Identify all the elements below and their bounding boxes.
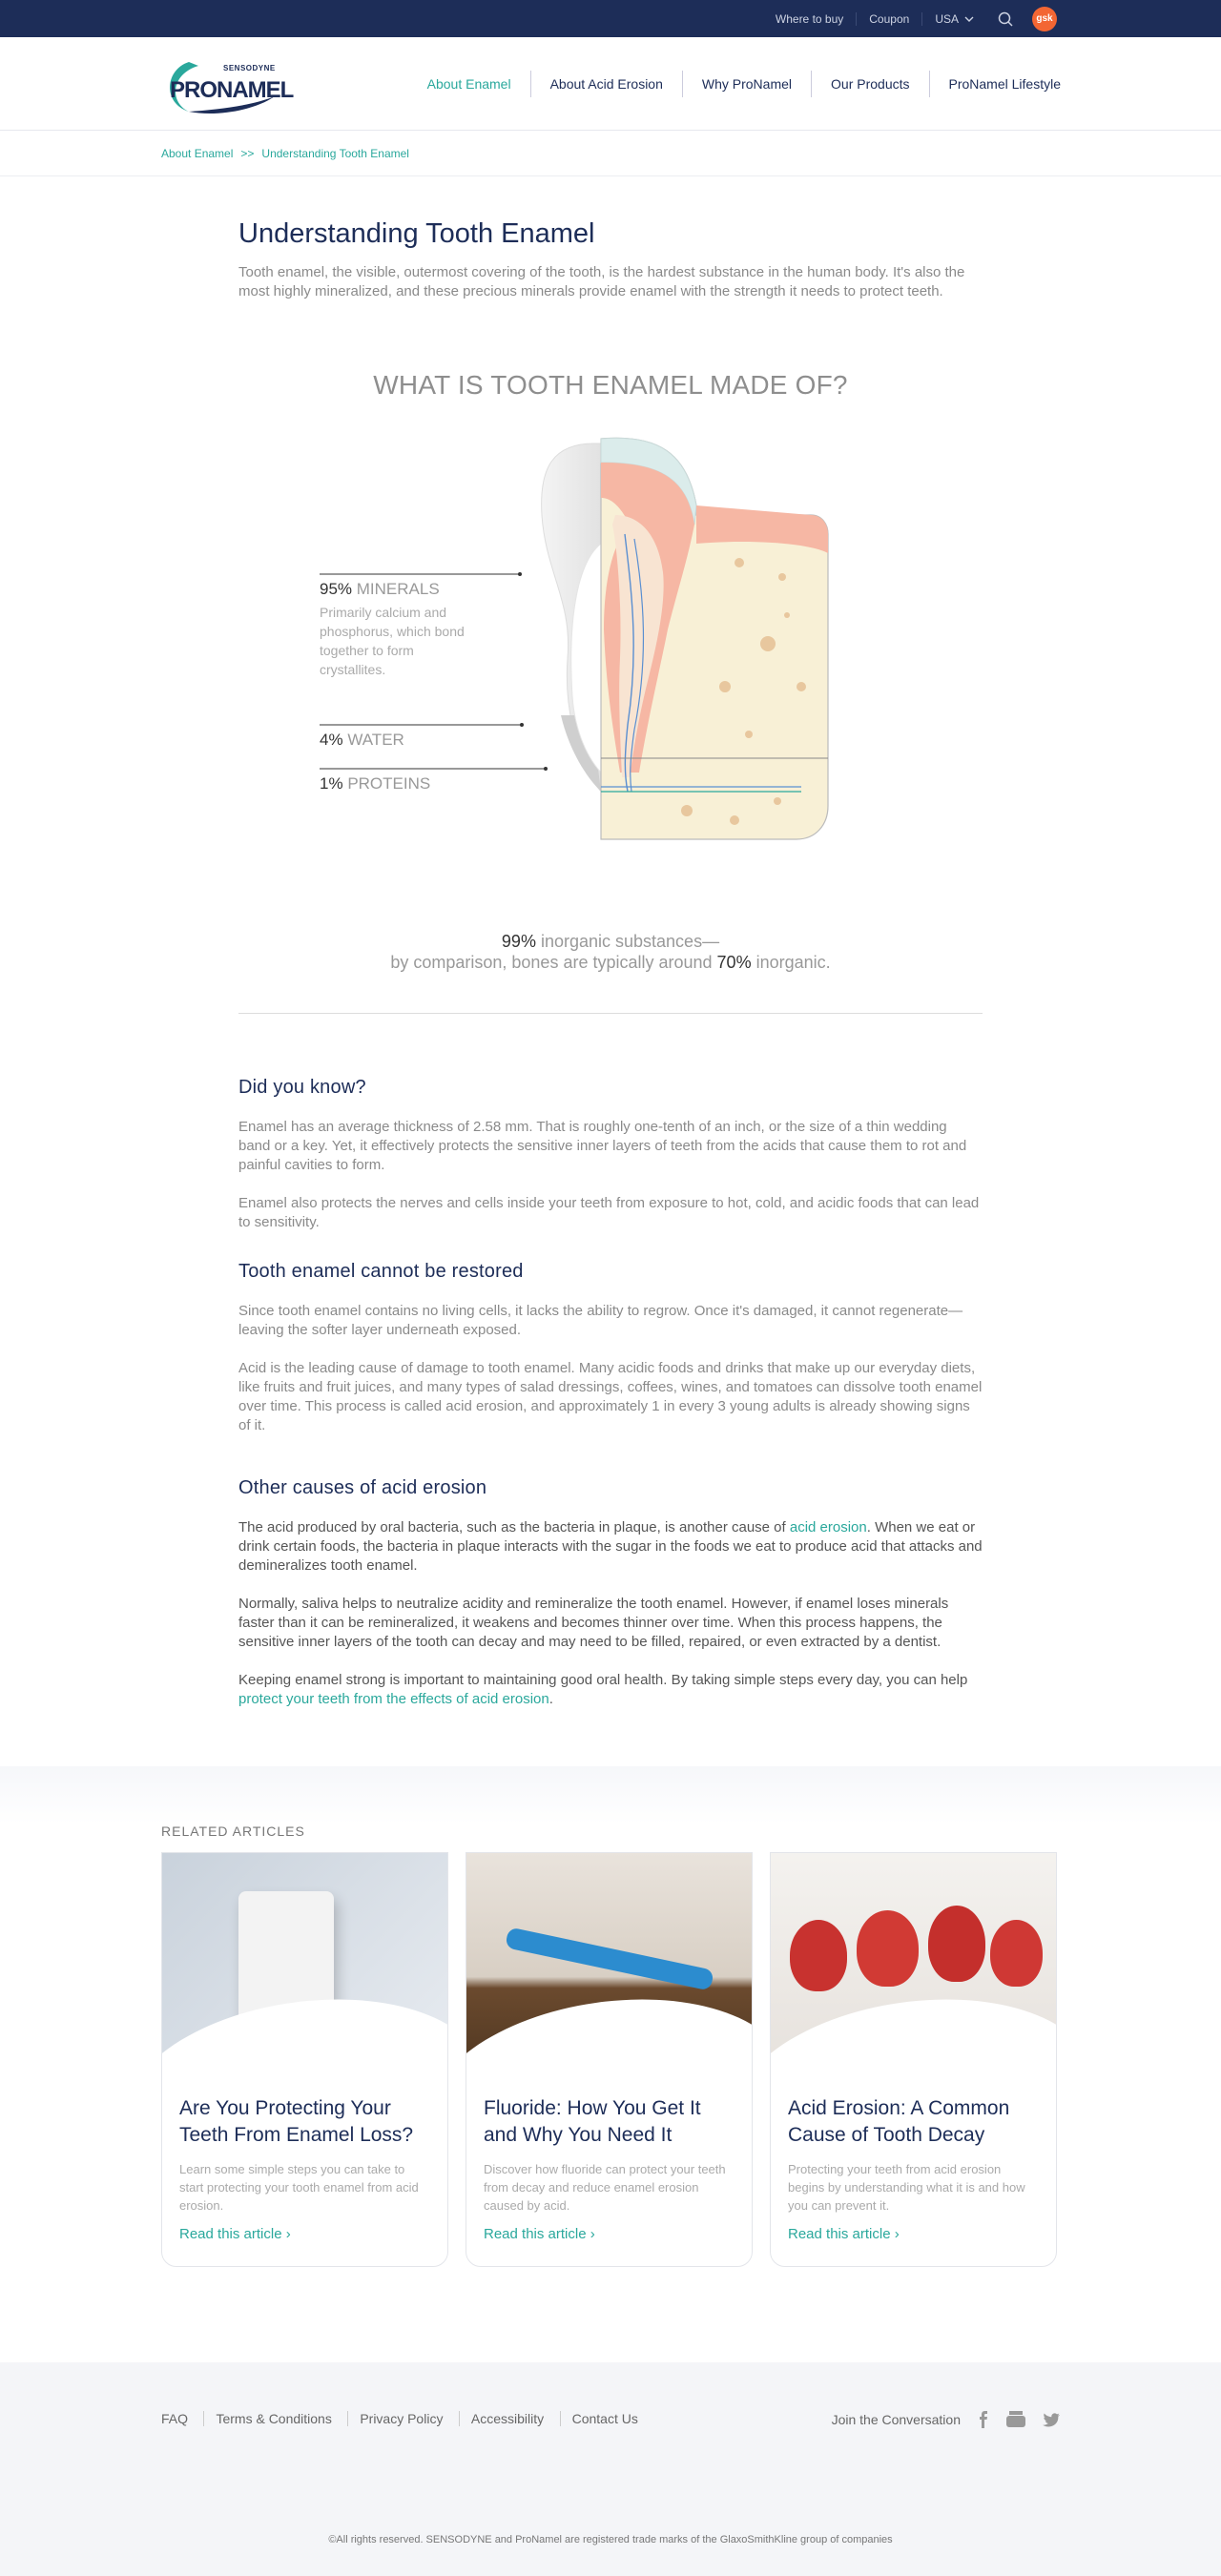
facebook-icon[interactable] bbox=[978, 2411, 989, 2428]
strawberry-icon bbox=[928, 1906, 985, 1982]
card-title: Are You Protecting Your Teeth From Enamel Loss? bbox=[179, 2097, 414, 2146]
footer-link-terms[interactable]: Terms & Conditions bbox=[203, 2411, 342, 2426]
oc-p1-text-b: . When we eat or drink certain foods, the bacteria in plaque interacts with the sugar in the foods we eat to produce acid that attacks and demineralizes tooth enamel. bbox=[238, 1519, 983, 1574]
breadcrumb-parent[interactable]: About Enamel bbox=[161, 146, 234, 160]
other-causes-heading: Other causes of acid erosion bbox=[238, 1477, 487, 1498]
proteins-label bbox=[320, 774, 430, 793]
floss-image bbox=[162, 1853, 447, 2078]
summary-percent: 99% bbox=[501, 932, 536, 951]
utility-bar bbox=[0, 0, 1221, 37]
oc-p3-text-b: . bbox=[548, 1691, 553, 1707]
acid-erosion-link[interactable]: acid erosion bbox=[789, 1519, 867, 1535]
chevron-right-icon: › bbox=[894, 2226, 900, 2242]
intro-paragraph: Tooth enamel, the visible, outermost covering of the tooth, is the hardest substance in the human body. It's also the most highly mineralized, and these precious minerals provide enamel with the strength it needs to protect teeth. bbox=[238, 264, 965, 299]
read-article-label: Read this article bbox=[484, 2226, 587, 2242]
cannot-restore-heading: Tooth enamel cannot be restored bbox=[238, 1261, 524, 1282]
water-label bbox=[320, 731, 404, 750]
page-title: Understanding Tooth Enamel bbox=[238, 218, 595, 249]
breadcrumb-current: Understanding Tooth Enamel bbox=[261, 146, 409, 160]
copyright: ©All rights reserved. SENSODYNE and ProNamel are registered trade marks of the GlaxoSmithKline group of companies bbox=[328, 2534, 893, 2545]
other-causes-paragraph-1 bbox=[238, 1518, 983, 1576]
footer-link-privacy[interactable]: Privacy Policy bbox=[347, 2411, 454, 2426]
card-title: Acid Erosion: A Common Cause of Tooth Decay bbox=[788, 2097, 1010, 2146]
main-nav bbox=[408, 71, 1061, 97]
did-you-know-heading: Did you know? bbox=[238, 1077, 366, 1098]
related-card-fluoride[interactable] bbox=[466, 1852, 753, 2267]
country-label: USA bbox=[935, 11, 959, 26]
chevron-down-icon bbox=[964, 16, 974, 22]
strawberry-icon bbox=[857, 1910, 919, 1987]
other-causes-paragraph-2: Normally, saliva helps to neutralize acidity and remineralize the tooth enamel. However, if enamel loses minerals faster than it can be remineralized, it weakens and becomes thinner over time. When this process happens, the sensitive inner layers of the tooth can decay and may need to be filled, repaired, or even extracted by a dentist. bbox=[238, 1596, 949, 1650]
read-article-label: Read this article bbox=[179, 2226, 282, 2242]
strawberries-image bbox=[771, 1853, 1056, 2078]
cannot-restore-paragraph-2: Acid is the leading cause of damage to tooth enamel. Many acidic foods and drinks that make up our everyday diets, like fruits and fruit juices, and many types of salad dressings, coffees, wines, and tomatoes can dissolve tooth enamel over time. This process is called acid erosion, and approximately 1 in every 3 young adults is already showing signs of it. bbox=[238, 1360, 983, 1433]
site-footer bbox=[0, 2362, 1221, 2576]
nav-about-enamel[interactable]: About Enamel bbox=[426, 75, 511, 92]
tooth-composition-diagram bbox=[238, 410, 983, 925]
water-percent: 4% bbox=[320, 731, 343, 749]
footer-link-faq[interactable]: FAQ bbox=[161, 2411, 189, 2426]
read-article-link[interactable] bbox=[162, 2215, 447, 2254]
breadcrumb bbox=[0, 131, 1221, 176]
toothbrush-image bbox=[466, 1853, 752, 2078]
card-description: Learn some simple steps you can take to start protecting your tooth enamel from acid erosion. bbox=[179, 2162, 419, 2213]
search-button[interactable] bbox=[986, 11, 1024, 27]
oc-p3-text-a: Keeping enamel strong is important to maintaining good oral health. By taking simple steps every day, you can help bbox=[238, 1672, 968, 1688]
card-title: Fluoride: How You Get It and Why You Need It bbox=[484, 2097, 701, 2146]
water-text: WATER bbox=[347, 731, 404, 749]
strawberry-icon bbox=[790, 1920, 847, 1991]
site-header bbox=[0, 37, 1221, 131]
minerals-text: MINERALS bbox=[356, 580, 440, 598]
related-card-acid-erosion[interactable] bbox=[770, 1852, 1057, 2267]
image-curve bbox=[771, 1978, 1056, 2078]
composition-summary bbox=[238, 931, 983, 973]
chevron-right-icon: › bbox=[285, 2226, 291, 2242]
summary-text: inorganic substances— bbox=[540, 932, 720, 951]
minerals-description: Primarily calcium and phosphorus, which bond together to form crystallites. bbox=[320, 605, 465, 677]
footer-link-accessibility[interactable]: Accessibility bbox=[459, 2411, 555, 2426]
section-divider bbox=[238, 1013, 983, 1014]
strawberry-icon bbox=[990, 1920, 1043, 1987]
youtube-icon[interactable] bbox=[1006, 2411, 1025, 2428]
footer-row bbox=[161, 2362, 1060, 2477]
nav-pronamel-lifestyle[interactable]: ProNamel Lifestyle bbox=[929, 71, 1062, 97]
join-conversation-label: Join the Conversation bbox=[831, 2412, 961, 2427]
card-description: Discover how fluoride can protect your teeth from decay and reduce enamel erosion caused by acid. bbox=[484, 2162, 726, 2213]
twitter-icon[interactable] bbox=[1043, 2413, 1060, 2427]
coupon-link[interactable]: Coupon bbox=[856, 12, 921, 26]
footer-link-contact[interactable]: Contact Us bbox=[560, 2411, 650, 2426]
protect-teeth-link[interactable]: protect your teeth from the effects of acid erosion bbox=[238, 1691, 549, 1707]
gsk-logo[interactable]: gsk bbox=[1032, 7, 1057, 31]
did-you-know-paragraph-1: Enamel has an average thickness of 2.58 mm. That is roughly one-tenth of an inch, or the size of a thin wedding band or a key. Yet, it effectively protects the sensitive inner layers of teeth from the acids that cause them to rot and painful cavities to form. bbox=[238, 1119, 967, 1173]
country-selector[interactable] bbox=[921, 12, 986, 26]
proteins-text: PROTEINS bbox=[347, 774, 431, 793]
read-article-label: Read this article bbox=[788, 2226, 891, 2242]
toothbrush-icon bbox=[505, 1927, 714, 1990]
pronamel-logo[interactable] bbox=[160, 51, 294, 117]
image-curve bbox=[466, 1978, 752, 2078]
proteins-percent: 1% bbox=[320, 774, 343, 793]
related-card-enamel-loss[interactable] bbox=[161, 1852, 448, 2267]
where-to-buy-link[interactable]: Where to buy bbox=[775, 11, 844, 26]
nav-our-products[interactable]: Our Products bbox=[811, 71, 928, 97]
minerals-percent: 95% bbox=[320, 580, 353, 598]
section-heading-made-of: WHAT IS TOOTH ENAMEL MADE OF? bbox=[373, 370, 848, 400]
logo-pronamel: PRONAMEL bbox=[170, 76, 294, 103]
article-content bbox=[238, 218, 983, 1709]
related-articles-title: RELATED ARTICLES bbox=[161, 1824, 305, 1839]
social-links bbox=[832, 2411, 1060, 2428]
related-cards bbox=[161, 1852, 1060, 2267]
search-icon bbox=[998, 11, 1013, 27]
read-article-link[interactable] bbox=[771, 2215, 1056, 2254]
summary-percent-bones: 70% bbox=[716, 953, 752, 972]
other-causes-paragraph-3 bbox=[238, 1671, 983, 1709]
summary-line2-a: by comparison, bones are typically around bbox=[390, 953, 713, 972]
card-description: Protecting your teeth from acid erosion begins by understanding what it is and how you can prevent it. bbox=[788, 2162, 1025, 2213]
oc-p1-text-a: The acid produced by oral bacteria, such as the bacteria in plaque, is another cause of bbox=[238, 1519, 786, 1535]
chevron-right-icon: › bbox=[590, 2226, 595, 2242]
related-articles bbox=[0, 1766, 1221, 2343]
nav-about-acid-erosion[interactable]: About Acid Erosion bbox=[530, 71, 682, 97]
read-article-link[interactable] bbox=[466, 2215, 752, 2254]
summary-line2-b: inorganic. bbox=[755, 953, 831, 972]
cannot-restore-paragraph-1: Since tooth enamel contains no living cells, it lacks the ability to regrow. Once it's damaged, it cannot regenerate—leaving the softer layer underneath exposed. bbox=[238, 1303, 963, 1338]
minerals-label bbox=[320, 580, 482, 679]
logo-sensodyne: SENSODYNE bbox=[223, 63, 276, 72]
footer-links bbox=[161, 2411, 650, 2428]
did-you-know-paragraph-2: Enamel also protects the nerves and cells inside your teeth from exposure to hot, cold, and acidic foods that can lead to sensitivity. bbox=[238, 1195, 980, 1230]
nav-why-pronamel[interactable]: Why ProNamel bbox=[682, 71, 811, 97]
breadcrumb-separator: >> bbox=[240, 146, 255, 160]
